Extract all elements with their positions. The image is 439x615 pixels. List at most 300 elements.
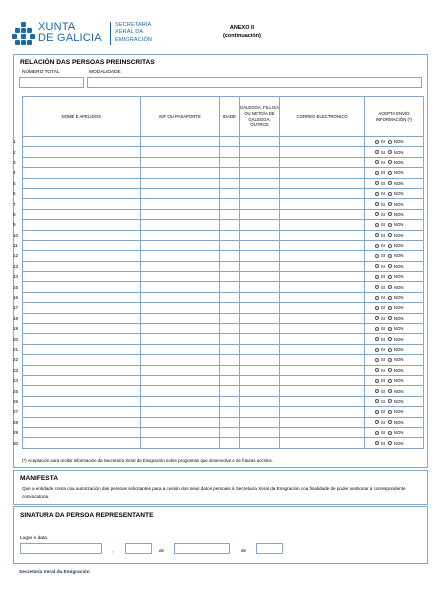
vinculo-cell[interactable] xyxy=(239,417,280,427)
idade-cell[interactable] xyxy=(220,386,239,396)
table-row xyxy=(13,282,424,292)
non-radio[interactable] xyxy=(388,192,392,196)
si-radio[interactable] xyxy=(375,212,379,216)
nif-cell[interactable] xyxy=(140,324,219,334)
vinculo-cell[interactable] xyxy=(239,199,280,209)
nif-cell[interactable] xyxy=(140,199,219,209)
correo-cell[interactable] xyxy=(280,438,365,448)
nif-cell[interactable] xyxy=(140,230,219,240)
nif-cell[interactable] xyxy=(140,251,219,261)
table-row xyxy=(13,188,424,198)
idade-cell[interactable] xyxy=(220,407,239,417)
non-label: NON xyxy=(393,378,404,384)
correo-cell[interactable] xyxy=(280,272,365,282)
row-number: 20 xyxy=(13,336,19,342)
vinculo-cell[interactable] xyxy=(239,178,280,188)
vinculo-cell[interactable] xyxy=(239,209,280,219)
idade-cell[interactable] xyxy=(220,334,239,344)
col-correo-header: CORREO ELECTRÓNICO xyxy=(280,97,365,137)
table-row xyxy=(13,292,424,302)
non-radio[interactable] xyxy=(388,316,392,320)
vinculo-cell[interactable] xyxy=(239,168,280,178)
correo-cell[interactable] xyxy=(280,282,365,292)
non-radio[interactable] xyxy=(388,306,392,310)
row-number: 22 xyxy=(13,357,19,363)
vinculo-cell[interactable] xyxy=(239,261,280,271)
non-radio[interactable] xyxy=(388,337,392,341)
nif-cell[interactable] xyxy=(140,240,219,250)
nome-cell[interactable] xyxy=(22,334,140,344)
correo-cell[interactable] xyxy=(280,220,365,230)
si-radio[interactable] xyxy=(375,379,379,383)
si-label: SI xyxy=(380,284,385,290)
idade-cell[interactable] xyxy=(220,251,239,261)
si-label: SI xyxy=(380,326,385,332)
sinatura-section xyxy=(13,506,428,564)
nome-cell[interactable] xyxy=(22,313,140,323)
idade-cell[interactable] xyxy=(220,178,239,188)
non-radio[interactable] xyxy=(388,348,392,352)
correo-cell[interactable] xyxy=(280,407,365,417)
si-radio[interactable] xyxy=(375,140,379,144)
correo-cell[interactable] xyxy=(280,427,365,437)
idade-cell[interactable] xyxy=(220,344,239,354)
manifesta-section xyxy=(13,470,428,505)
nif-cell[interactable] xyxy=(140,344,219,354)
si-label: SI xyxy=(380,440,385,446)
lugar-field[interactable] xyxy=(20,543,102,554)
nif-cell[interactable] xyxy=(140,209,219,219)
vinculo-cell[interactable] xyxy=(239,438,280,448)
table-row xyxy=(13,427,424,437)
si-radio[interactable] xyxy=(375,275,379,279)
correo-cell[interactable] xyxy=(280,303,365,313)
table-row xyxy=(13,199,424,209)
anexo-title: ANEXO II xyxy=(229,25,255,31)
acepta-cell xyxy=(364,261,423,271)
si-label: SI xyxy=(380,409,385,415)
vinculo-cell[interactable] xyxy=(239,303,280,313)
year-field[interactable] xyxy=(256,543,283,554)
nif-cell[interactable] xyxy=(140,292,219,302)
non-radio[interactable] xyxy=(388,327,392,331)
non-radio[interactable] xyxy=(388,181,392,185)
month-field[interactable] xyxy=(174,543,230,554)
idade-cell[interactable] xyxy=(220,427,239,437)
row-number: 16 xyxy=(13,295,19,301)
acepta-cell xyxy=(364,147,423,157)
correo-cell[interactable] xyxy=(280,168,365,178)
nome-cell[interactable] xyxy=(22,282,140,292)
non-radio[interactable] xyxy=(388,244,392,248)
nome-cell[interactable] xyxy=(22,438,140,448)
si-label: SI xyxy=(380,211,385,217)
vinculo-cell[interactable] xyxy=(239,344,280,354)
si-label: SI xyxy=(380,201,385,207)
idade-cell[interactable] xyxy=(220,230,239,240)
non-radio[interactable] xyxy=(388,441,392,445)
nome-cell[interactable] xyxy=(22,157,140,167)
table-header-row xyxy=(13,97,424,137)
si-label: SI xyxy=(380,295,385,301)
si-radio[interactable] xyxy=(375,150,379,154)
correo-cell[interactable] xyxy=(280,344,365,354)
si-radio[interactable] xyxy=(375,192,379,196)
vinculo-cell[interactable] xyxy=(239,282,280,292)
row-number: 29 xyxy=(13,430,19,436)
nif-cell[interactable] xyxy=(140,157,219,167)
correo-cell[interactable] xyxy=(280,209,365,219)
row-number: 2 xyxy=(13,149,16,155)
row-number: 17 xyxy=(13,305,19,311)
non-radio[interactable] xyxy=(388,160,392,164)
vinculo-cell[interactable] xyxy=(239,292,280,302)
non-radio[interactable] xyxy=(388,368,392,372)
nome-cell[interactable] xyxy=(22,261,140,271)
non-radio[interactable] xyxy=(388,431,392,435)
col-nif-header: NIF OU PASAPORTE xyxy=(140,97,219,137)
nome-cell[interactable] xyxy=(22,386,140,396)
nome-cell[interactable] xyxy=(22,251,140,261)
si-radio[interactable] xyxy=(375,296,379,300)
row-number: 25 xyxy=(13,388,19,394)
non-radio[interactable] xyxy=(388,296,392,300)
vinculo-cell[interactable] xyxy=(239,386,280,396)
non-label: NON xyxy=(393,347,404,352)
non-radio[interactable] xyxy=(388,275,392,279)
si-label: SI xyxy=(380,398,385,404)
acepta-cell xyxy=(364,240,423,250)
nif-cell[interactable] xyxy=(140,365,219,375)
non-radio[interactable] xyxy=(388,379,392,383)
logo-secretaria-text: SECRETARÍA XERAL DA EMIGRACIÓN xyxy=(115,22,153,43)
nome-cell[interactable] xyxy=(22,199,140,209)
si-label: SI xyxy=(380,419,385,425)
si-radio[interactable] xyxy=(375,244,379,248)
correo-cell[interactable] xyxy=(280,386,365,396)
numero-total-field[interactable] xyxy=(19,77,84,88)
idade-cell[interactable] xyxy=(220,261,239,271)
vinculo-cell[interactable] xyxy=(239,220,280,230)
nif-cell[interactable] xyxy=(140,407,219,417)
nome-cell[interactable] xyxy=(22,417,140,427)
idade-cell[interactable] xyxy=(220,240,239,250)
nome-cell[interactable] xyxy=(22,344,140,354)
vinculo-cell[interactable] xyxy=(239,313,280,323)
nome-cell[interactable] xyxy=(22,178,140,188)
nif-cell[interactable] xyxy=(140,396,219,406)
non-radio[interactable] xyxy=(388,285,392,289)
acepta-cell xyxy=(364,199,423,209)
vinculo-cell[interactable] xyxy=(239,355,280,365)
vinculo-cell[interactable] xyxy=(239,251,280,261)
idade-cell[interactable] xyxy=(220,313,239,323)
non-radio[interactable] xyxy=(388,233,392,237)
non-label: NON xyxy=(393,295,404,301)
idade-cell[interactable] xyxy=(220,272,239,282)
nome-cell[interactable] xyxy=(22,292,140,302)
table-row xyxy=(13,396,424,406)
nome-cell[interactable] xyxy=(22,396,140,406)
si-radio[interactable] xyxy=(375,327,379,331)
nome-cell[interactable] xyxy=(22,137,140,147)
si-label: SI xyxy=(380,378,385,384)
nome-cell[interactable] xyxy=(22,230,140,240)
acepta-cell xyxy=(364,355,423,365)
idade-cell[interactable] xyxy=(220,137,239,147)
correo-cell[interactable] xyxy=(280,240,365,250)
si-radio[interactable] xyxy=(375,264,379,268)
si-radio[interactable] xyxy=(375,431,379,435)
nif-cell[interactable] xyxy=(140,168,219,178)
nome-cell[interactable] xyxy=(22,303,140,313)
vinculo-cell[interactable] xyxy=(239,396,280,406)
si-label: SI xyxy=(380,274,385,280)
table-row xyxy=(13,147,424,157)
si-radio[interactable] xyxy=(375,348,379,352)
nome-cell[interactable] xyxy=(22,188,140,198)
non-radio[interactable] xyxy=(388,410,392,414)
table-row xyxy=(13,261,424,271)
correo-cell[interactable] xyxy=(280,365,365,375)
correo-cell[interactable] xyxy=(280,261,365,271)
non-radio[interactable] xyxy=(388,358,392,362)
si-label: SI xyxy=(380,357,385,363)
table-row xyxy=(13,313,424,323)
table-row xyxy=(13,375,424,385)
non-radio[interactable] xyxy=(388,223,392,227)
nome-cell[interactable] xyxy=(22,375,140,385)
nif-cell[interactable] xyxy=(140,303,219,313)
non-label: NON xyxy=(393,222,404,228)
idade-cell[interactable] xyxy=(220,168,239,178)
idade-cell[interactable] xyxy=(220,147,239,157)
idade-cell[interactable] xyxy=(220,282,239,292)
nif-cell[interactable] xyxy=(140,427,219,437)
correo-cell[interactable] xyxy=(280,137,365,147)
correo-cell[interactable] xyxy=(280,188,365,198)
non-radio[interactable] xyxy=(388,264,392,268)
idade-cell[interactable] xyxy=(220,292,239,302)
si-radio[interactable] xyxy=(375,181,379,185)
non-radio[interactable] xyxy=(388,140,392,144)
si-radio[interactable] xyxy=(375,285,379,289)
numero-total-label: NÚMERO TOTAL xyxy=(22,70,60,75)
nif-cell[interactable] xyxy=(140,375,219,385)
vinculo-cell[interactable] xyxy=(239,272,280,282)
non-radio[interactable] xyxy=(388,150,392,154)
vinculo-cell[interactable] xyxy=(239,240,280,250)
si-radio[interactable] xyxy=(375,306,379,310)
row-number: 6 xyxy=(13,191,16,197)
si-radio[interactable] xyxy=(375,233,379,237)
table-row xyxy=(13,157,424,167)
nome-cell[interactable] xyxy=(22,220,140,230)
nome-cell[interactable] xyxy=(22,355,140,365)
vinculo-cell[interactable] xyxy=(239,137,280,147)
table-row xyxy=(13,324,424,334)
vinculo-cell[interactable] xyxy=(239,407,280,417)
correo-cell[interactable] xyxy=(280,355,365,365)
idade-cell[interactable] xyxy=(220,324,239,334)
xunta-logo xyxy=(12,22,152,46)
vinculo-cell[interactable] xyxy=(239,375,280,385)
si-radio[interactable] xyxy=(375,171,379,175)
table-row xyxy=(13,230,424,240)
non-label: NON xyxy=(393,139,404,145)
si-radio[interactable] xyxy=(375,254,379,258)
correo-cell[interactable] xyxy=(280,292,365,302)
correo-cell[interactable] xyxy=(280,324,365,334)
vinculo-cell[interactable] xyxy=(239,365,280,375)
nome-cell[interactable] xyxy=(22,365,140,375)
nif-cell[interactable] xyxy=(140,355,219,365)
table-row xyxy=(13,178,424,188)
idade-cell[interactable] xyxy=(220,199,239,209)
nif-cell[interactable] xyxy=(140,261,219,271)
nif-cell[interactable] xyxy=(140,220,219,230)
row-number: 27 xyxy=(13,409,19,415)
vinculo-cell[interactable] xyxy=(239,334,280,344)
day-field[interactable] xyxy=(125,543,152,554)
si-label: SI xyxy=(380,243,385,249)
nif-cell[interactable] xyxy=(140,438,219,448)
idade-cell[interactable] xyxy=(220,396,239,406)
table-row xyxy=(13,407,424,417)
row-number: 1 xyxy=(13,139,16,145)
nif-cell[interactable] xyxy=(140,417,219,427)
correo-cell[interactable] xyxy=(280,334,365,344)
correo-cell[interactable] xyxy=(280,147,365,157)
nif-cell[interactable] xyxy=(140,386,219,396)
non-radio[interactable] xyxy=(388,171,392,175)
idade-cell[interactable] xyxy=(220,375,239,385)
si-radio[interactable] xyxy=(375,441,379,445)
si-radio[interactable] xyxy=(375,368,379,372)
vinculo-cell[interactable] xyxy=(239,230,280,240)
si-label: SI xyxy=(380,149,385,155)
si-radio[interactable] xyxy=(375,399,379,403)
non-radio[interactable] xyxy=(388,420,392,424)
row-number: 5 xyxy=(13,180,16,186)
non-radio[interactable] xyxy=(388,389,392,393)
nif-cell[interactable] xyxy=(140,178,219,188)
correo-cell[interactable] xyxy=(280,375,365,385)
correo-cell[interactable] xyxy=(280,251,365,261)
si-radio[interactable] xyxy=(375,358,379,362)
correo-cell[interactable] xyxy=(280,396,365,406)
modalidade-field[interactable] xyxy=(87,77,422,88)
correo-cell[interactable] xyxy=(280,199,365,209)
correo-cell[interactable] xyxy=(280,178,365,188)
nif-cell[interactable] xyxy=(140,147,219,157)
si-radio[interactable] xyxy=(375,337,379,341)
nome-cell[interactable] xyxy=(22,240,140,250)
non-radio[interactable] xyxy=(388,399,392,403)
si-radio[interactable] xyxy=(375,420,379,424)
nome-cell[interactable] xyxy=(22,272,140,282)
vinculo-cell[interactable] xyxy=(239,157,280,167)
si-label: SI xyxy=(380,305,385,311)
table-row xyxy=(13,355,424,365)
acepta-cell xyxy=(364,313,423,323)
si-label: SI xyxy=(380,336,385,342)
non-radio[interactable] xyxy=(388,212,392,216)
nif-cell[interactable] xyxy=(140,282,219,292)
si-label: SI xyxy=(380,159,385,165)
row-number: 21 xyxy=(13,347,19,352)
si-radio[interactable] xyxy=(375,202,379,206)
idade-cell[interactable] xyxy=(220,220,239,230)
correo-cell[interactable] xyxy=(280,230,365,240)
si-radio[interactable] xyxy=(375,389,379,393)
vinculo-cell[interactable] xyxy=(239,427,280,437)
nif-cell[interactable] xyxy=(140,334,219,344)
acepta-cell xyxy=(364,220,423,230)
idade-cell[interactable] xyxy=(220,209,239,219)
col-nome-header: NOME E APELIDOS xyxy=(22,97,140,137)
table-row xyxy=(13,251,424,261)
row-number: 26 xyxy=(13,398,19,404)
idade-cell[interactable] xyxy=(220,417,239,427)
nif-cell[interactable] xyxy=(140,137,219,147)
idade-cell[interactable] xyxy=(220,157,239,167)
non-label: NON xyxy=(393,170,404,176)
non-label: NON xyxy=(393,201,404,207)
nif-cell[interactable] xyxy=(140,272,219,282)
nif-cell[interactable] xyxy=(140,313,219,323)
nome-cell[interactable] xyxy=(22,324,140,334)
correo-cell[interactable] xyxy=(280,313,365,323)
non-label: NON xyxy=(393,253,404,259)
si-radio[interactable] xyxy=(375,223,379,227)
nif-cell[interactable] xyxy=(140,188,219,198)
si-label: SI xyxy=(380,315,385,321)
vinculo-cell[interactable] xyxy=(239,188,280,198)
vinculo-cell[interactable] xyxy=(239,147,280,157)
nome-cell[interactable] xyxy=(22,427,140,437)
idade-cell[interactable] xyxy=(220,365,239,375)
acepta-cell xyxy=(364,334,423,344)
non-radio[interactable] xyxy=(388,254,392,258)
acepta-cell xyxy=(364,137,423,147)
nome-cell[interactable] xyxy=(22,168,140,178)
logo-divider xyxy=(110,22,111,45)
acepta-cell xyxy=(364,375,423,385)
correo-cell[interactable] xyxy=(280,417,365,427)
nome-cell[interactable] xyxy=(22,407,140,417)
vinculo-cell[interactable] xyxy=(239,324,280,334)
idade-cell[interactable] xyxy=(220,438,239,448)
acepta-cell xyxy=(364,417,423,427)
nome-cell[interactable] xyxy=(22,209,140,219)
idade-cell[interactable] xyxy=(220,303,239,313)
nome-cell[interactable] xyxy=(22,147,140,157)
non-label: NON xyxy=(393,367,404,373)
row-number: 8 xyxy=(13,211,16,217)
si-label: SI xyxy=(380,263,385,269)
non-radio[interactable] xyxy=(388,202,392,206)
de-separator-2: de xyxy=(241,548,247,553)
si-radio[interactable] xyxy=(375,160,379,164)
idade-cell[interactable] xyxy=(220,188,239,198)
si-radio[interactable] xyxy=(375,316,379,320)
si-radio[interactable] xyxy=(375,410,379,414)
idade-cell[interactable] xyxy=(220,355,239,365)
correo-cell[interactable] xyxy=(280,157,365,167)
logo-xunta-text: XUNTA DE GALICIA xyxy=(38,21,102,44)
col-vinculo-header: GALEGOA, FILLO/A OU NETO/A DE GALEGOA, OUTROS xyxy=(239,97,280,137)
